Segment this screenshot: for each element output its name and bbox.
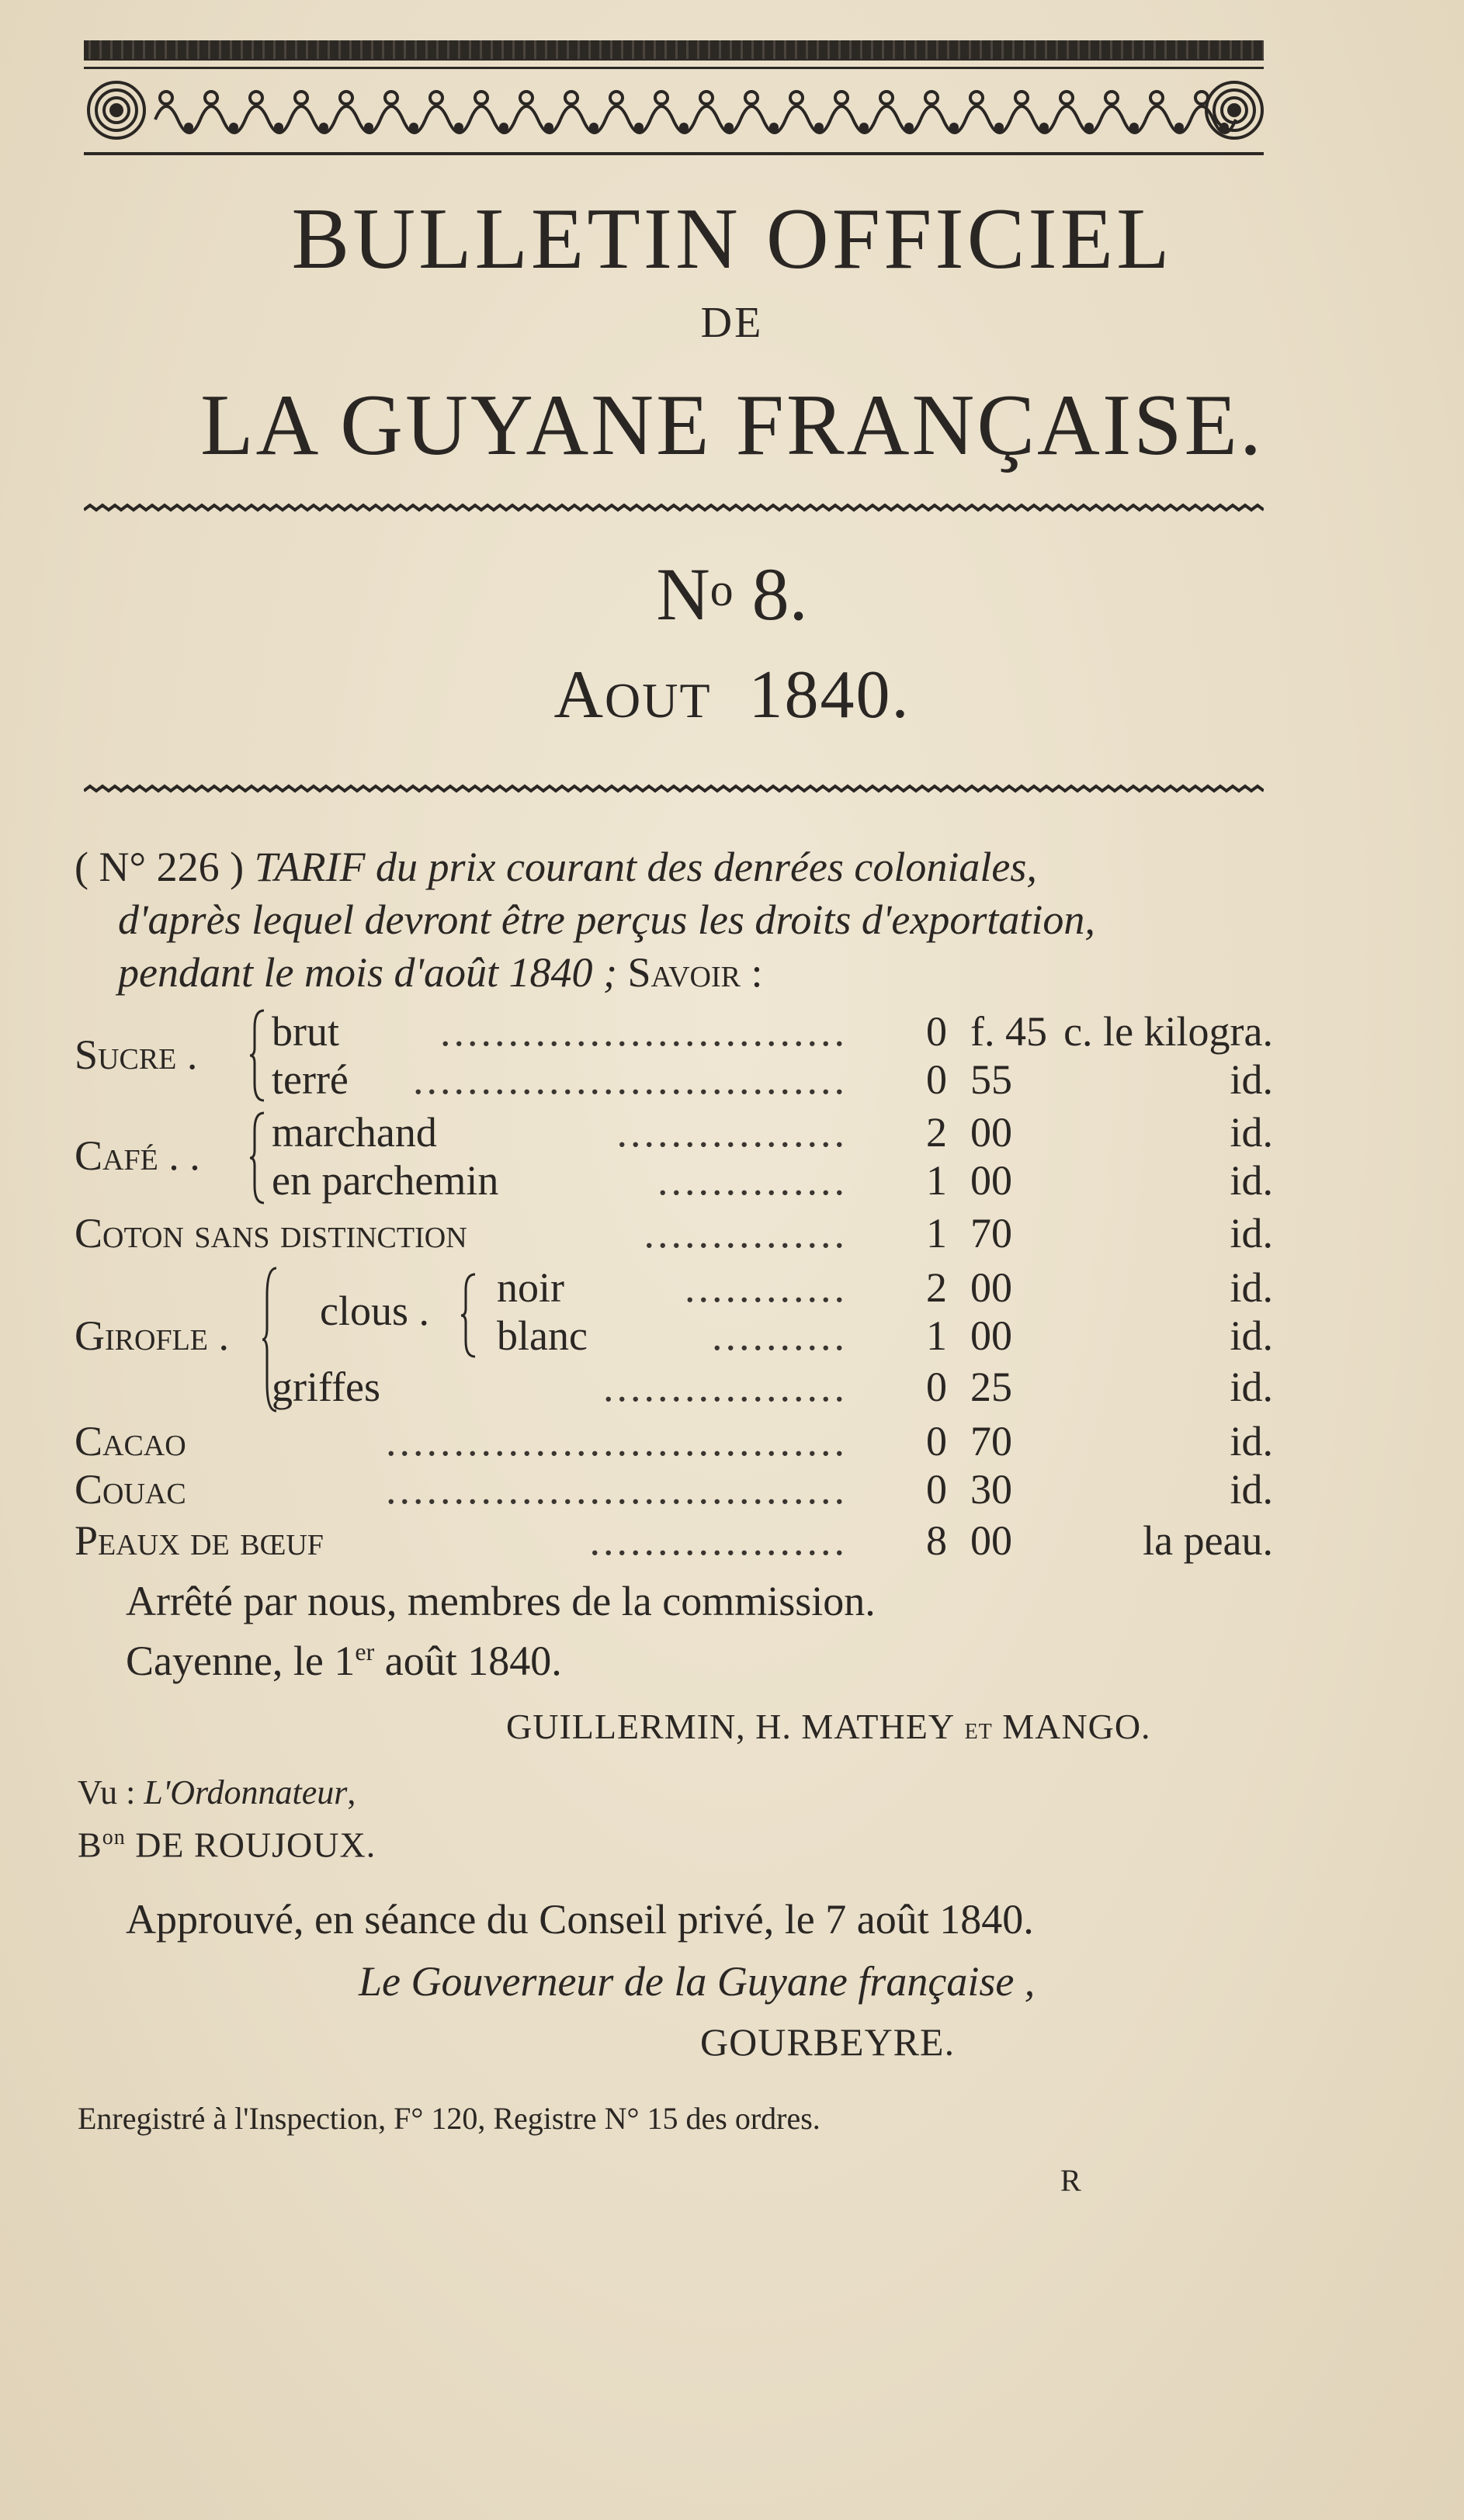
month-initial: A [553,657,605,733]
tariff-group-label: Cacao [75,1418,186,1465]
issue-year: 1840. [748,657,911,733]
approuve-line: Approuvé, en séance du Conseil privé, le 7 août 1840. [126,1896,1034,1943]
tariff-unit: id. [1230,1264,1273,1311]
tariff-francs: 0 [926,1056,947,1103]
tariff-cents: 70 [970,1210,1012,1257]
tariff-cents: 00 [970,1312,1012,1359]
tariff-francs: 1 [926,1312,947,1359]
issue-prefix: N [656,553,710,636]
brace-clous [460,1273,478,1366]
arrete-line: Arrêté par nous, membres de la commission. [126,1578,876,1624]
tariff-item-label: brut [272,1008,339,1055]
brace-girofle [261,1267,279,1420]
tariff-leader-dots: ............ [685,1264,848,1311]
intro-line-1 [75,846,1278,888]
brace-cafe [248,1111,267,1212]
tariff-francs: 0 [926,1364,947,1410]
tariff-unit: id. [1230,1418,1273,1465]
bulletin-title-guyane: LA GUYANE FRANÇAISE. [200,377,1264,473]
tariff-leader-dots: ............... [644,1210,848,1257]
issue-value: 8. [751,553,808,636]
date-line [126,1639,562,1682]
tariff-unit: id. [1230,1109,1273,1156]
gouverneur-name: GOURBEYRE. [700,2020,956,2064]
date-sup: er [355,1638,375,1666]
tariff-francs: 2 [926,1264,947,1311]
baron-sup: on [102,1825,126,1849]
bulletin-title: BULLETIN OFFICIEL [291,191,1173,287]
baron-line [78,1827,376,1863]
brace-sucre [248,1009,267,1110]
tariff-unit: id. [1230,1056,1273,1103]
tariff-leader-dots: .................. [603,1364,848,1410]
tariff-group-label: Couac [75,1466,186,1513]
tariff-leader-dots: ................. [616,1109,848,1156]
commission-last: MANGO. [1002,1707,1151,1746]
tariff-leader-dots: .................................. [386,1466,848,1513]
tariff-item-label: marchand [272,1109,437,1156]
tariff-item-label: terré [272,1056,349,1103]
tariff-unit: id. [1230,1364,1273,1410]
tariff-cents: 00 [970,1157,1012,1204]
enregistre-line: Enregistré à l'Inspection, F° 120, Registre N° 15 des ordres. [78,2101,820,2136]
commission-signatures [506,1709,1151,1745]
ordonnateur: L'Ordonnateur [144,1773,348,1811]
month-rest: OUT [605,673,712,728]
baron-initial: B [78,1825,102,1865]
bulletin-title-de: DE [700,299,764,347]
decree-number: ( N° 226 ) [75,844,255,890]
tariff-cents: 70 [970,1418,1012,1465]
header-rule-thin [84,67,1264,69]
signature-mark: R [1060,2163,1081,2198]
tariff-leader-dots: .............. [657,1157,848,1204]
vu-label: Vu : [78,1773,144,1811]
tariff-item-label: blanc [497,1312,588,1359]
gouverneur-line: Le Gouverneur de la Guyane française , [359,1958,1036,2005]
intro-line-3 [118,949,763,996]
tariff-francs: 0 [926,1466,947,1513]
intro-savoir: Savoir : [617,949,763,996]
tariff-unit: id. [1230,1466,1273,1513]
tariff-group-label: Girofle . [75,1312,229,1359]
tariff-group-label: Sucre . [75,1031,198,1078]
vu-line [78,1773,356,1811]
tariff-item-label: en parchemin [272,1157,499,1204]
tariff-cents: 00 [970,1517,1012,1564]
header-rule-bottom [84,152,1264,155]
date-text-end: août 1840. [374,1638,562,1684]
issue-number [0,553,1464,636]
tariff-item-label: noir [497,1264,564,1311]
tariff-leader-dots: ................... [589,1517,848,1564]
zigzag-divider-top [84,503,1264,517]
intro-line-2: d'après lequel devront être perçus les droits d'exportation, [118,896,1095,943]
tariff-cents: 00 [970,1264,1012,1311]
tariff-unit: id. [1230,1157,1273,1204]
tariff-francs: 8 [926,1517,947,1564]
ornamental-frieze [78,71,1273,149]
commission-names: GUILLERMIN, H. MATHEY [506,1707,956,1746]
tariff-group-label: Coton sans distinction [75,1210,467,1257]
tariff-francs: 0 [926,1418,947,1465]
tariff-group-label: Café . . [75,1132,200,1179]
tariff-unit: c. le kilogra. [1063,1008,1273,1055]
tariff-leader-dots: .................................. [386,1418,848,1465]
tariff-leader-dots: .............................. [440,1008,848,1055]
tariff-cents: 30 [970,1466,1012,1513]
tariff-group-label: Peaux de bœuf [75,1517,324,1564]
tariff-cents: 25 [970,1364,1012,1410]
intro-text-3: pendant le mois d'août 1840 ; [118,949,617,996]
tariff-item-label: griffes [272,1364,380,1410]
vu-comma: , [347,1773,356,1811]
tariff-unit: id. [1230,1210,1273,1257]
tariff-unit: la peau. [1143,1517,1273,1564]
commission-et: et [964,1711,993,1745]
intro-text-1: TARIF du prix courant des denrées coloniales, [254,844,1037,890]
tariff-cents: f. 45 [970,1008,1047,1055]
issue-month [0,657,1464,733]
tariff-leader-dots: ................................ [413,1056,848,1103]
tariff-subgroup-label: clous . [320,1288,429,1334]
date-text: Cayenne, le 1 [126,1638,356,1684]
tariff-francs: 1 [926,1157,947,1204]
tariff-cents: 00 [970,1109,1012,1156]
tariff-unit: id. [1230,1312,1273,1359]
issue-sup: o [709,564,734,615]
tariff-leader-dots: .......... [712,1312,848,1359]
zigzag-divider-bottom [84,784,1264,798]
tariff-francs: 1 [926,1210,947,1257]
tariff-francs: 0 [926,1008,947,1055]
tariff-cents: 55 [970,1056,1012,1103]
tariff-francs: 2 [926,1109,947,1156]
baron-name: DE ROUJOUX. [125,1825,376,1865]
header-rule-thick [84,40,1264,61]
